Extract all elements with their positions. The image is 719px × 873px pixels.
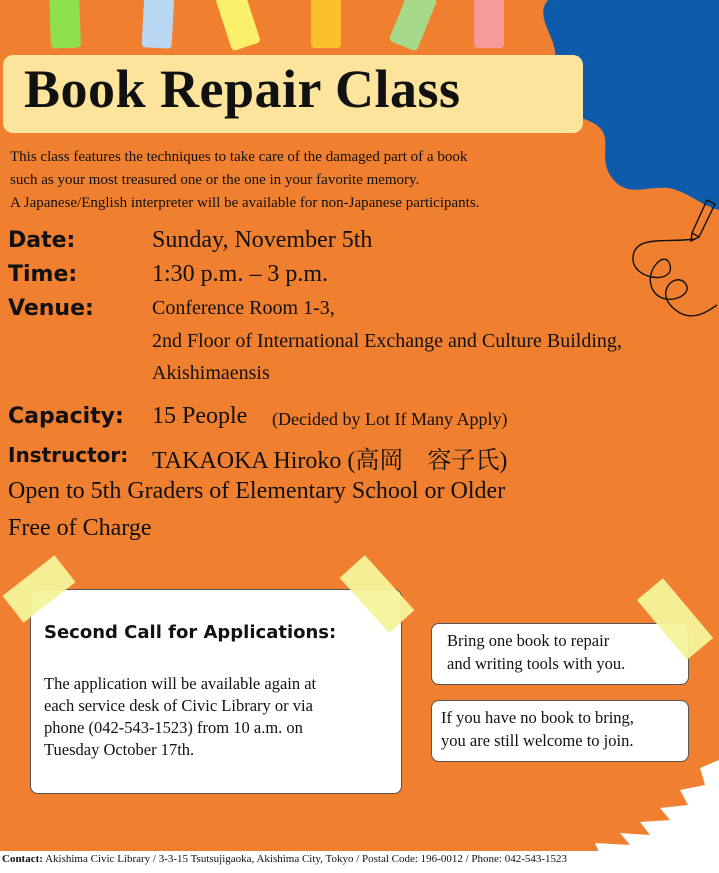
venue-line-2: 2nd Floor of International Exchange and Culture Building, (152, 330, 622, 352)
footer-contact-label: Contact: (2, 853, 43, 865)
application-line-2: each service desk of Civic Library or via (44, 696, 313, 715)
welcome-line-1: If you have no book to bring, (441, 708, 634, 727)
eligibility-text: Open to 5th Graders of Elementary School or Older (8, 478, 506, 504)
application-line-1: The application will be available again at (44, 674, 317, 693)
fee-text: Free of Charge (8, 515, 152, 541)
footer-contact-text: Akishima Civic Library / 3-3-15 Tsutsujigaoka, Akishima City, Tokyo / Postal Code: 196-0012 / Phone: 042-543-1523 (42, 853, 568, 865)
date-label: Date: (8, 228, 76, 253)
capacity-note: (Decided by Lot If Many Apply) (272, 409, 508, 429)
intro-line-3: A Japanese/English interpreter will be available for non-Japanese participants. (10, 195, 480, 211)
instructor-label: Instructor: (8, 443, 129, 467)
application-line-3: phone (042-543-1523) from 10 a.m. on (44, 718, 303, 737)
capacity-value: 15 People (152, 403, 248, 429)
time-label: Time: (8, 262, 78, 287)
venue-label: Venue: (8, 296, 94, 321)
application-line-4: Tuesday October 17th. (44, 740, 195, 759)
intro-line-1: This class features the techniques to take care of the damaged part of a book (10, 149, 468, 165)
capacity-label: Capacity: (8, 404, 124, 429)
bring-line-2: and writing tools with you. (447, 654, 626, 673)
instructor-value: TAKAOKA Hiroko (高岡 容子氏) (152, 448, 508, 474)
bring-line-1: Bring one book to repair (447, 631, 610, 650)
page-title: Book Repair Class (24, 59, 461, 119)
welcome-line-2: you are still welcome to join. (441, 731, 634, 750)
venue-line-3: Akishimaensis (152, 362, 270, 384)
date-value: Sunday, November 5th (152, 227, 373, 253)
application-heading: Second Call for Applications: (44, 622, 337, 643)
venue-line-1: Conference Room 1-3, (152, 297, 335, 319)
intro-line-2: such as your most treasured one or the one in your favorite memory. (10, 172, 420, 188)
footer-contact (2, 853, 567, 865)
time-value: 1:30 p.m. – 3 p.m. (152, 261, 329, 287)
